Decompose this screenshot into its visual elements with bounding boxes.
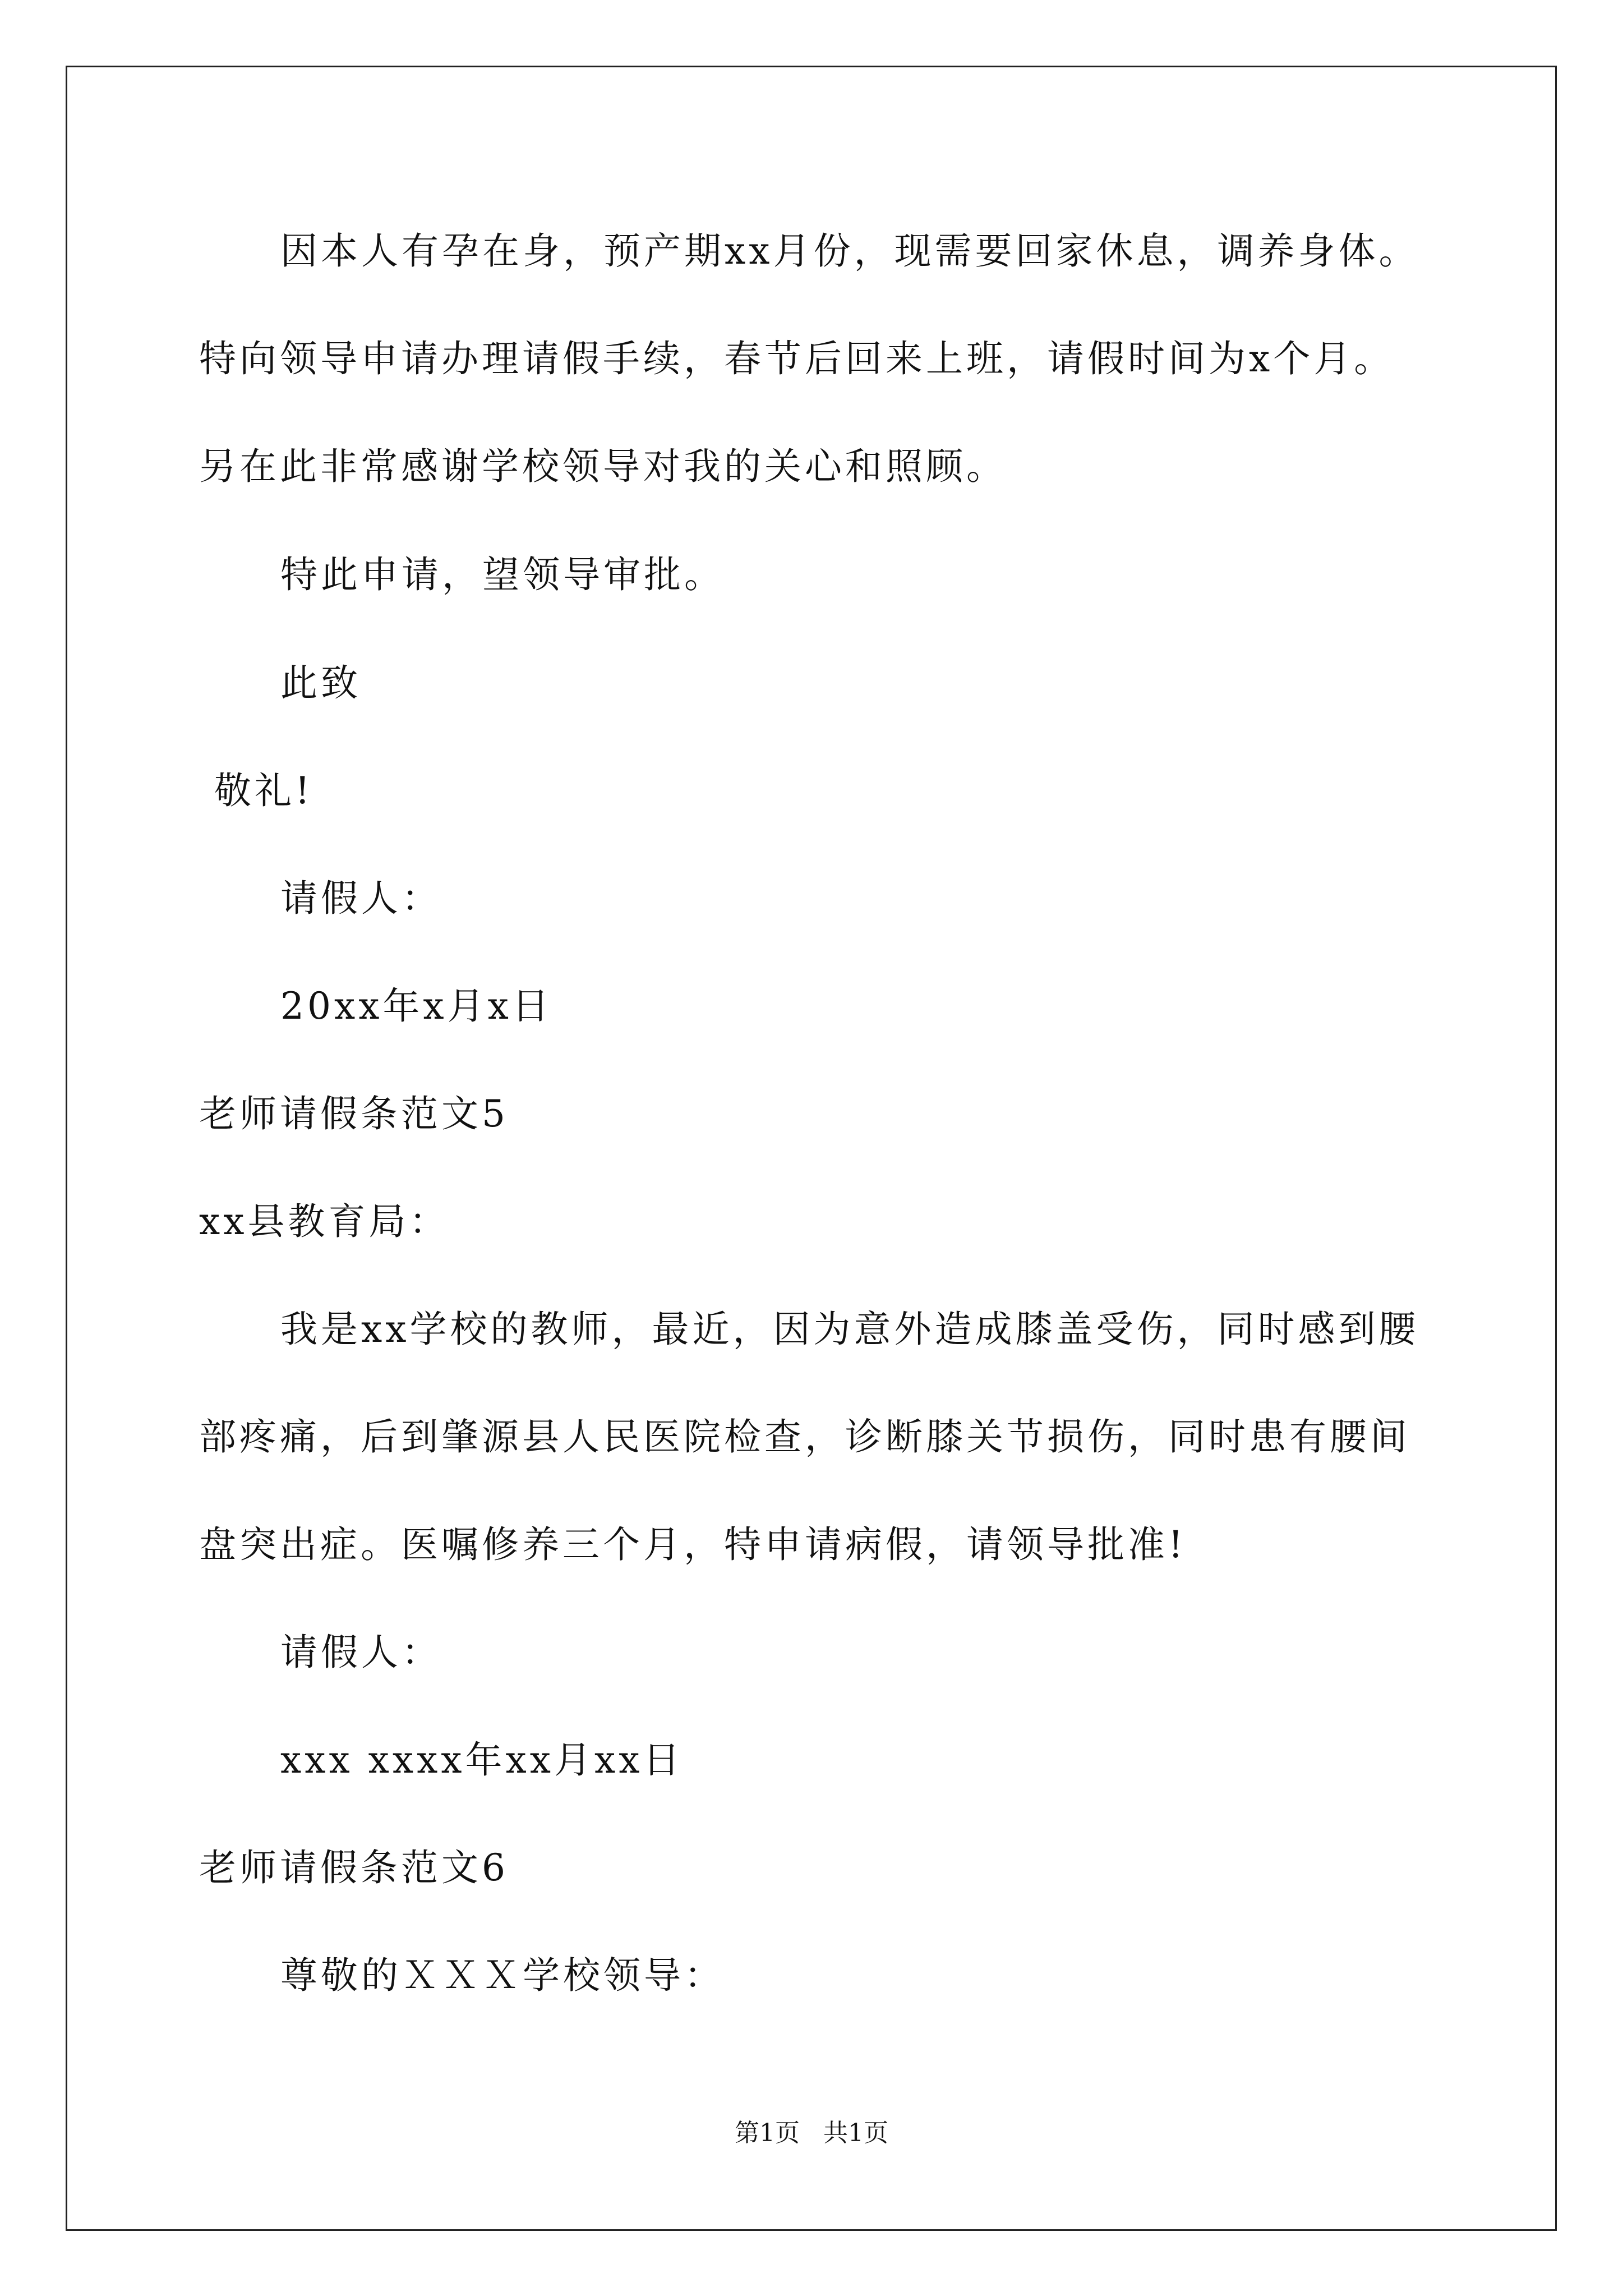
page-footer: 第1页 共1页 [735,2119,888,2147]
signature-label-2: 请假人： [280,1631,442,1674]
section-heading-6: 老师请假条范文6 [199,1846,509,1889]
body-line-5: 我是xx学校的教师，最近，因为意外造成膝盖受伤，同时感到腰 [280,1308,1419,1351]
body-line-7: 盘突出症。医嘱修养三个月，特申请病假，请领导批准! [199,1523,1187,1566]
signature-date-2: xxx xxxx年xx月xx日 [280,1738,684,1782]
body-line-2: 特向领导申请办理请假手续，春节后回来上班，请假时间为x个月。 [199,337,1395,380]
closing-regards: 敬礼! [214,769,313,812]
signature-label: 请假人： [280,877,442,920]
body-line-6: 部疼痛，后到肇源县人民医院检查，诊断膝关节损伤，同时患有腰间 [199,1415,1410,1458]
recipient-line: xx县教育局： [199,1200,450,1243]
body-line-4: 特此申请，望领导审批。 [280,553,725,596]
body-line-3: 另在此非常感谢学校领导对我的关心和照顾。 [199,445,1007,488]
closing-salutation: 此致 [280,661,361,705]
greeting-line: 尊敬的ＸＸＸ学校领导： [280,1954,725,1997]
page-border [66,66,1557,2231]
body-line-1: 因本人有孕在身，预产期xx月份，现需要回家休息，调养身体。 [280,229,1419,273]
signature-date: 20xx年x月x日 [280,984,552,1028]
section-heading-5: 老师请假条范文5 [199,1092,509,1135]
